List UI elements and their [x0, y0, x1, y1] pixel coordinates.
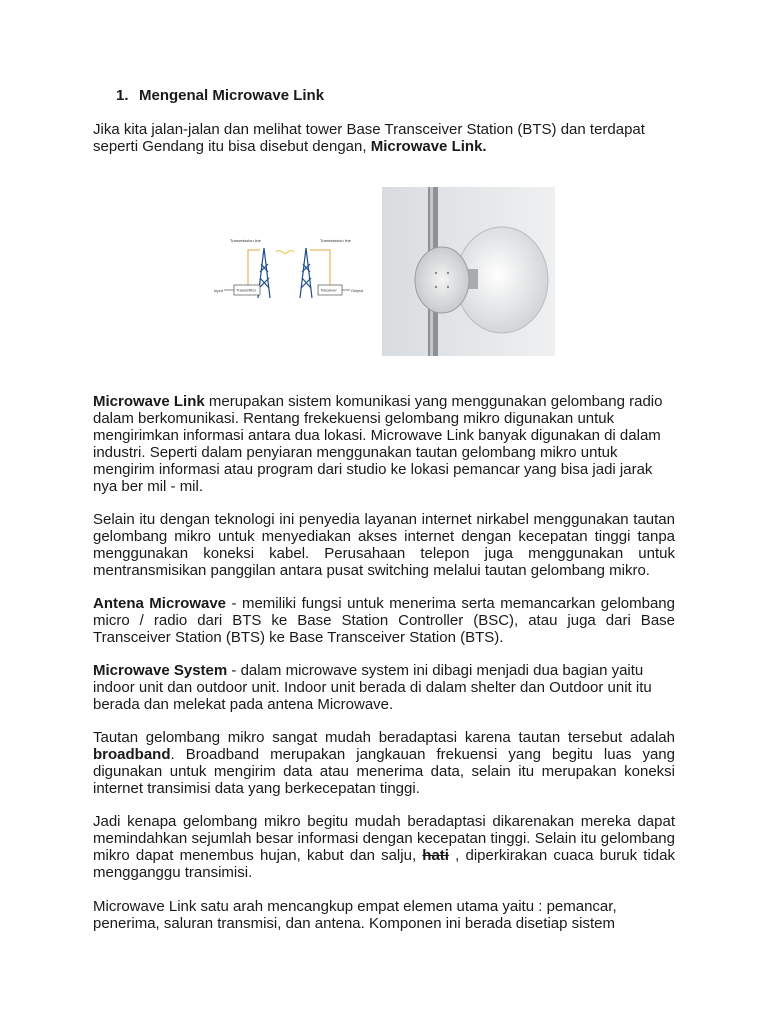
microwave-antenna-photo [382, 187, 555, 356]
p4-bold: Microwave System [93, 662, 228, 679]
paragraph-adaptasi: Jadi kenapa gelombang mikro begitu mudah beradaptasi dikarenakan mereka dapat memindahkan sejumlah besar informasi dengan kecepatan tinggi. Selain itu gelombang mikro dapat menembus hujan, kabut dan salju, hati , diperkirakan cuaca buruk tidak mengganggu transimisi. [93, 813, 675, 881]
signal-wave-icon [276, 251, 294, 254]
paragraph-antena-microwave: Antena Microwave - memiliki fungsi untuk menerima serta memancarkan gelombang micro / radio dari BTS ke Base Station Controller (BSC), atau juga dari Base Transceiver Station (BTS) ke Base Transceiver Station (BTS). [93, 595, 675, 646]
paragraph-elemen-utama: Microwave Link satu arah mencangkup empat elemen utama yaitu : pemancar, penerima, saluran transmisi, dan antena. Komponen ini berada disetiap sistem [93, 898, 617, 932]
diagram-label-tx-line-left: Transmission line [230, 238, 261, 243]
microwave-link-diagram [214, 232, 364, 308]
diagram-label-transmitter: Transmitter [236, 287, 257, 293]
p6-struck-word: hati [422, 847, 449, 864]
diagram-label-tx-line-right: Transmission line [320, 238, 351, 243]
p1-bold: Microwave Link [93, 393, 205, 410]
paragraph-microwave-system: Microwave System - dalam microwave system ini dibagi menjadi dua bagian yaitu indoor unit dan outdoor unit. Indoor unit berada di dalam shelter dan Outdoor unit itu berada dan melekat pada antena Microwave. [93, 662, 652, 713]
radome-unit [415, 247, 469, 313]
paragraph-broadband: Tautan gelombang mikro sangat mudah beradaptasi karena tautan tersebut adalah broadband. Broadband merupakan jangkauan frekuensi yang begitu luas yang digunakan untuk mengirim data atau menerima data, selain itu merupakan koneksi internet transimisi data yang berkecepatan tinggi. [93, 729, 675, 797]
paragraph-microwave-link: Microwave Link merupakan sistem komunikasi yang menggunakan gelombang radio dalam berkomunikasi. Rentang frekekuensi gelombang mikro digunakan untuk mengirimkan informasi antara dua lokasi. Microwave Link banyak digunakan di dalam industri. Seperti dalam penyiaran menggunakan tautan gelombang mikro untuk mengirim informasi atau program dari studio ke lokasi pemancar yang bisa jadi jarak nya ber mil - mil. [93, 393, 663, 495]
heading-number: 1. [116, 87, 129, 104]
diagram-label-input: Input [214, 288, 223, 293]
diagram-label-receiver: Receiver [321, 287, 337, 293]
paragraph-isp: Selain itu dengan teknologi ini penyedia layanan internet nirkabel menggunakan tautan gelombang mikro untuk menyediakan akses internet dengan kecepatan tinggi tanpa menggunakan koneksi kabel. Perusahaan telepon juga menggunakan untuk mentransmisikan panggilan antara pusat switching melalui tautan gelombang mikro. [93, 511, 675, 579]
right-tx-line [310, 250, 330, 290]
p5-bold: broadband [93, 746, 171, 763]
left-tx-line [248, 250, 260, 290]
section-heading [116, 87, 324, 104]
intro-paragraph: Jika kita jalan-jalan dan melihat tower Base Transceiver Station (BTS) dan terdapat seperti Gendang itu bisa disebut dengan, Microwave Link. [93, 121, 645, 155]
right-tower-icon [300, 248, 312, 298]
intro-bold: Microwave Link. [370, 138, 487, 155]
p3-bold: Antena Microwave [93, 595, 227, 612]
diagram-label-output: Output [351, 288, 364, 293]
heading-title: Mengenal Microwave Link [139, 87, 325, 104]
